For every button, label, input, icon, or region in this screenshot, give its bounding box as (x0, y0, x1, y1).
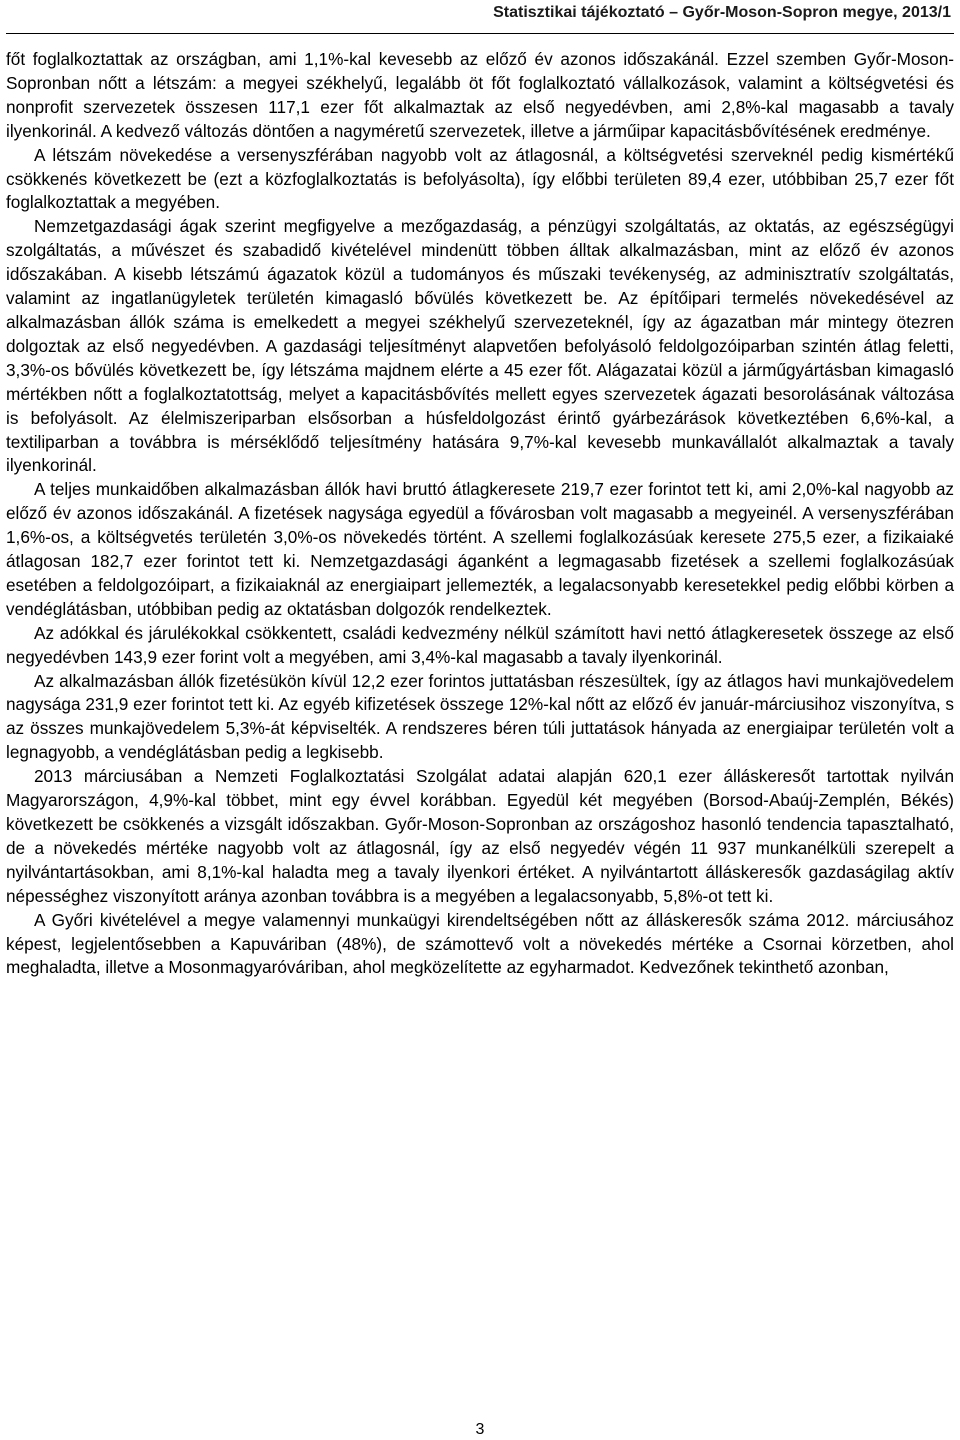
page-header (0, 0, 960, 38)
header-divider (6, 33, 954, 34)
page-number: 3 (475, 1421, 485, 1438)
paragraph: A létszám növekedése a versenyszférában nagyobb volt az átlagosnál, a költségvetési szerveknél pedig kismértékű csökkenés következett be (ezt a közfoglalkoztatás is befolyásolta), így előbbi területen 89,4 ezer, utóbbiban 25,7 ezer főt foglalkoztattak a megyében. (6, 144, 954, 213)
paragraph: Nemzetgazdasági ágak szerint megfigyelve a mezőgazdaság, a pénzügyi szolgáltatás, az oktatás, az egészségügyi szolgáltatás, a művészet és szabadidő kivételével mindenütt többen álltak alkalmazásban, mint az előző év azonos időszakában. A kisebb létszámú ágazatok közül a tudományos és műszaki tevékenység, az adminisztratív szolgáltatás, valamint az ingatlanügyletek területén kimagasló bővülés következett be. Az építőipari termelés növekedésével az alkalmazásban állók száma is emelkedett a megyei székhelyű szervezeteknél, így az ágazatban már mintegy ötezren dolgoztak az első negyedévben. A gazdasági teljesítményt alapvetően befolyásoló feldolgozóiparban szintén átlag feletti, 3,3%-os bővülés következett be, így létszáma majdnem elérte a 45 ezer főt. Alágazatai közül a járműgyártásban kimagasló mértékben nőtt a foglalkoztatottság, melyet a kapacitásbővítés mellett egyes szervezetek ágazati besorolásának változása is befolyásolt. Az élelmiszeriparban elsősorban a húsfeldolgozást érintő gyárbezárások következtében 6,6%-kal, a textiliparban a továbbra is mérséklődő teljesítmény hatására 9,7%-kal kevesebb munkavállalót alkalmaztak a tavaly ilyenkorinál. (6, 216, 954, 476)
paragraph: A teljes munkaidőben alkalmazásban állók havi bruttó átlagkeresete 219,7 ezer forintot tett ki, ami 2,0%-kal nagyobb az előző év azonos időszakánál. A fizetések nagysága egyedül a fővárosban volt magasabb a megyeinél. A versenyszférában 1,6%-os, a költségvetés területén 3,0%-os növekedés történt. A szellemi foglalkozásúak keresete 275,5 ezer, a fizikaiaké átlagosan 182,7 ezer forintot tett ki. Nemzetgazdasági áganként a legmagasabb fizetések a szellemi foglalkozásúak esetében a feldolgozóipart, a fizikaiaknál az energiaipart jellemezték, a legalacsonyabb keresetekkel pedig előbbi körben a vendéglátásban, utóbbiban pedig az oktatásban dolgozók rendelkeztek. (6, 479, 954, 619)
running-header-title: Statisztikai tájékoztató – Győr-Moson-Sopron megye, 2013/1 (493, 4, 951, 21)
paragraph-continued: főt foglalkoztattak az országban, ami 1,1%-kal kevesebb az előző év azonos időszakánál. Ezzel szemben Győr-Moson-Sopronban nőtt a létszám: a megyei székhelyű, legalább öt főt foglalkoztató vállalkozások, valamint a költségvetési és nonprofit szervezetek összesen 117,1 ezer főt alkalmaztak az első negyedévben, ami 2,8%-kal magasabb a tavaly ilyenkorinál. A kedvező változás döntően a nagyméretű szervezetek, illetve a járműipar kapacitásbővítésének eredménye. (6, 49, 954, 141)
paragraph: A Győri kivételével a megye valamennyi munkaügyi kirendeltségében nőtt az álláskeresők száma 2012. márciusához képest, legjelentősebben a Kapuváriban (48%), de számottevő volt a növekedés mértéke a Csornai körzetben, ahol meghaladta, illetve a Mosonmagyaróváriban, ahol megközelítette az egyharmadot. Kedvezőnek tekinthető azonban, (6, 909, 954, 978)
paragraph: Az adókkal és járulékokkal csökkentett, családi kedvezmény nélkül számított havi nettó átlagkeresetek összege az első negyedévben 143,9 ezer forint volt a megyében, ami 3,4%-kal magasabb a tavaly ilyenkorinál. (6, 622, 954, 667)
body-text (6, 48, 954, 980)
paragraph: 2013 márciusában a Nemzeti Foglalkoztatási Szolgálat adatai alapján 620,1 ezer álláskeresőt tartottak nyilván Magyarországon, 4,9%-kal többet, mint egy évvel korábban. Egyedül két megyében (Borsod-Abaúj-Zemplén, Békés) következett be csökkenés a vizsgált időszakban. Győr-Moson-Sopronban az országoshoz hasonló tendencia tapasztalható, de a növekedés mértéke nagyobb volt az átlagosnál, így az első negyedév végén 11 937 munkanélküli szerepelt a nyilvántartásokban, ami 8,1%-kal haladta meg a tavaly ilyenkori értéket. A nyilvántartott álláskeresők gazdaságilag aktív népességhez viszonyított aránya azonban továbbra is a megyében a legalacsonyabb, 5,8%-ot tett ki. (6, 766, 954, 906)
paragraph: Az alkalmazásban állók fizetésükön kívül 12,2 ezer forintos juttatásban részesültek, így az átlagos havi munkajövedelem nagysága 231,9 ezer forintot tett ki. Az egyéb kifizetések összege 12%-kal nőtt az előző év január-márciusihoz viszonyítva, s az összes munkajövedelem 5,3%-át képviselték. A rendszeres béren túli juttatások hányada az energiaipar területén volt a legnagyobb, a vendéglátásban pedig a legkisebb. (6, 670, 954, 763)
